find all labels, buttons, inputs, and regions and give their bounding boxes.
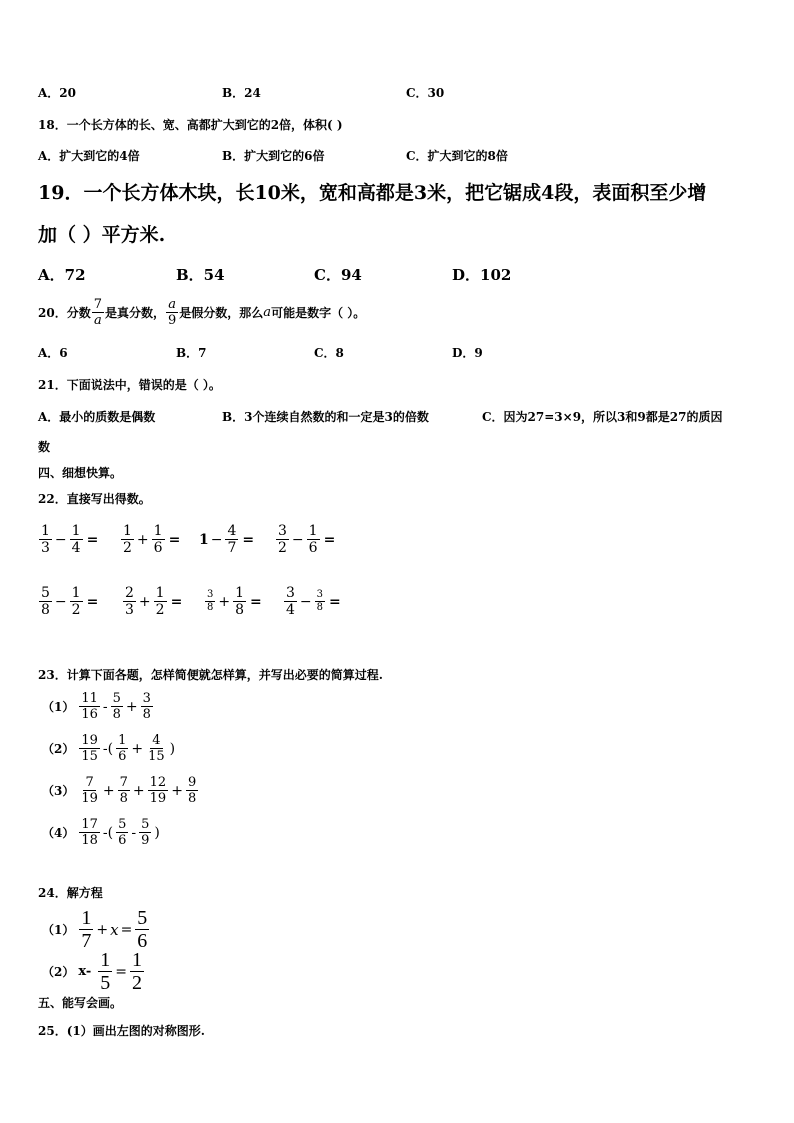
den: 8 — [207, 602, 214, 613]
q19-option-c: C．94 — [314, 266, 362, 284]
den: 19 — [81, 791, 98, 806]
q20-fraction-1 — [92, 298, 104, 327]
q20-f1-num: 7 — [93, 297, 102, 312]
item-label: （1） — [42, 923, 75, 937]
q22-expr-2 — [120, 524, 180, 555]
q17-option-b: B．24 — [222, 86, 261, 100]
den: 4 — [71, 540, 81, 556]
den: 8 — [187, 791, 197, 806]
num: 1 — [118, 733, 127, 748]
num: 5 — [141, 817, 150, 832]
whole: 1 — [199, 531, 209, 548]
q23-item-4 — [42, 818, 162, 847]
q22-expr-1 — [38, 524, 98, 555]
num: 1 — [155, 585, 165, 601]
den: 16 — [81, 707, 98, 722]
den: 7 — [227, 540, 237, 556]
q20-f1-den: a — [93, 313, 102, 328]
den: 19 — [149, 791, 167, 806]
num: 1 — [100, 949, 111, 971]
num: 1 — [123, 523, 132, 539]
variable-x: x — [110, 920, 119, 939]
den: 8 — [142, 707, 151, 722]
equals-sign: = — [323, 531, 336, 548]
item-label: （3） — [42, 784, 75, 798]
den: 3 — [41, 540, 50, 556]
operator: − — [299, 593, 312, 610]
operator: - — [131, 824, 137, 841]
den: 15 — [148, 749, 165, 764]
operator: + — [136, 531, 149, 548]
q17-option-c: C．30 — [406, 86, 445, 100]
q20-fraction-2 — [166, 298, 178, 327]
operator: + — [218, 593, 231, 610]
q19-stem-line1: 19．一个长方体木块，长10米，宽和高都是3米，把它锯成4段，表面积至少增 — [38, 182, 707, 204]
q18-option-c: C．扩大到它的8倍 — [406, 149, 508, 163]
q17-option-a: A．20 — [38, 86, 77, 100]
equals-sign: = — [329, 593, 341, 610]
operator: -( — [102, 824, 114, 841]
num: 3 — [286, 585, 295, 601]
operator: + — [125, 698, 138, 715]
equals-sign: = — [86, 593, 99, 610]
operator: - — [102, 698, 108, 715]
num: 19 — [81, 733, 98, 748]
q20-stem — [38, 298, 365, 327]
q21-option-a: A．最小的质数是偶数 — [38, 410, 156, 424]
num: 1 — [71, 585, 81, 601]
num: 2 — [125, 585, 134, 601]
num: 7 — [119, 775, 128, 790]
eq2-prefix: x- — [78, 964, 92, 979]
num: 3 — [316, 589, 324, 600]
den: 8 — [119, 791, 128, 806]
num: 1 — [132, 949, 143, 971]
num: 1 — [41, 523, 50, 539]
den: 18 — [81, 833, 98, 848]
num: 1 — [71, 523, 81, 539]
section-4-heading: 四、细想快算。 — [38, 466, 123, 480]
q20-mid1: 是真分数， — [104, 306, 165, 320]
num: 1 — [235, 585, 245, 601]
equals-sign: = — [168, 531, 181, 548]
den: 6 — [308, 540, 318, 556]
num: 5 — [112, 691, 121, 706]
q19-option-a: A．72 — [38, 266, 86, 284]
equals-sign: = — [86, 531, 99, 548]
item-label: （2） — [42, 742, 75, 756]
den: 3 — [125, 602, 134, 618]
num: 9 — [187, 775, 197, 790]
q20-var: a — [263, 305, 272, 320]
operator: ) — [169, 740, 176, 757]
operator: + — [131, 740, 144, 757]
num: 3 — [278, 523, 287, 539]
q20-option-b: B．7 — [176, 346, 207, 360]
den: 6 — [137, 930, 148, 952]
operator: + — [96, 921, 109, 938]
q21-option-b: B．3个连续自然数的和一定是3的倍数 — [222, 410, 429, 424]
operator: -( — [102, 740, 114, 757]
den: 6 — [118, 833, 127, 848]
q20-option-a: A．6 — [38, 346, 68, 360]
q20-option-d: D．9 — [452, 346, 483, 360]
q24-stem: 24．解方程 — [38, 886, 103, 900]
num: 4 — [152, 733, 161, 748]
q20-prefix: 20．分数 — [38, 306, 91, 320]
num: 1 — [153, 523, 163, 539]
q25-stem: 25．(1）画出左图的对称图形. — [38, 1024, 205, 1038]
operator: ) — [154, 824, 160, 841]
den: 5 — [100, 972, 111, 994]
den: 2 — [278, 540, 287, 556]
q22-expr-5 — [38, 586, 98, 617]
den: 2 — [132, 972, 143, 994]
q20-mid2: 是假分数，那么 — [179, 306, 264, 320]
num: 17 — [81, 817, 98, 832]
q18-stem: 18．一个长方体的长、宽、高都扩大到它的2倍，体积( ) — [38, 118, 343, 132]
operator: − — [54, 593, 67, 610]
den: 2 — [71, 602, 81, 618]
item-label: （1） — [42, 700, 75, 714]
operator: = — [115, 963, 128, 980]
num: 1 — [308, 523, 318, 539]
q23-item-3 — [42, 776, 199, 805]
q19-stem-line2: 加（ ）平方米. — [38, 224, 166, 246]
operator: − — [54, 531, 67, 548]
operator: + — [138, 593, 151, 610]
item-label: （2） — [42, 965, 75, 979]
den: 4 — [286, 602, 295, 618]
q18-option-a: A．扩大到它的4倍 — [38, 149, 140, 163]
num: 12 — [149, 775, 167, 790]
q19-option-b: B．54 — [176, 266, 225, 284]
den: 7 — [81, 930, 92, 952]
equals-sign: = — [170, 593, 183, 610]
num: 5 — [137, 907, 148, 929]
q24-equation-1 — [42, 908, 150, 951]
section-5-heading: 五、能写会画。 — [38, 996, 123, 1010]
den: 9 — [141, 833, 150, 848]
num: 1 — [81, 907, 92, 929]
q23-stem: 23．计算下面各题，怎样简便就怎样算，并写出必要的简算过程. — [38, 668, 383, 682]
q22-expr-4 — [275, 524, 335, 555]
operator: = — [120, 921, 133, 938]
num: 5 — [118, 817, 127, 832]
den: 6 — [118, 749, 127, 764]
q21-stem: 21．下面说法中，错误的是（ ）。 — [38, 378, 221, 392]
num: 5 — [41, 585, 50, 601]
q21-option-c-continued: 数 — [38, 440, 51, 454]
den: 15 — [81, 749, 98, 764]
num: 3 — [207, 589, 214, 600]
q23-item-1 — [42, 692, 154, 721]
equals-sign: = — [242, 531, 255, 548]
q20-option-c: C．8 — [314, 346, 344, 360]
item-label: （4） — [42, 826, 75, 840]
q22-expr-6 — [122, 586, 182, 617]
num: 11 — [81, 691, 98, 706]
q23-item-2 — [42, 734, 177, 763]
q20-f2-den: 9 — [168, 313, 177, 328]
q20-suffix: 可能是数字（ ）。 — [271, 306, 366, 320]
equals-sign: = — [250, 593, 262, 610]
q20-f2-num: a — [168, 297, 177, 312]
num: 3 — [142, 691, 151, 706]
operator: + — [102, 782, 115, 799]
operator: − — [291, 531, 304, 548]
q22-expr-8 — [283, 586, 341, 617]
num: 4 — [227, 523, 237, 539]
den: 8 — [112, 707, 121, 722]
operator: + — [132, 782, 145, 799]
q21-option-c: C．因为27=3×9，所以3和9都是27的质因 — [482, 410, 723, 424]
den: 6 — [153, 540, 163, 556]
den: 8 — [235, 602, 245, 618]
q22-expr-3 — [199, 524, 254, 555]
num: 7 — [85, 775, 94, 790]
den: 8 — [41, 602, 50, 618]
q18-option-b: B．扩大到它的6倍 — [222, 149, 325, 163]
operator: − — [210, 531, 223, 548]
operator: + — [171, 782, 183, 799]
q22-stem: 22．直接写出得数。 — [38, 492, 151, 506]
q24-equation-2 — [42, 950, 145, 993]
den: 2 — [155, 602, 165, 618]
den: 2 — [123, 540, 132, 556]
den: 8 — [316, 602, 324, 613]
q22-expr-7 — [204, 586, 262, 617]
q19-option-d: D．102 — [452, 266, 512, 284]
